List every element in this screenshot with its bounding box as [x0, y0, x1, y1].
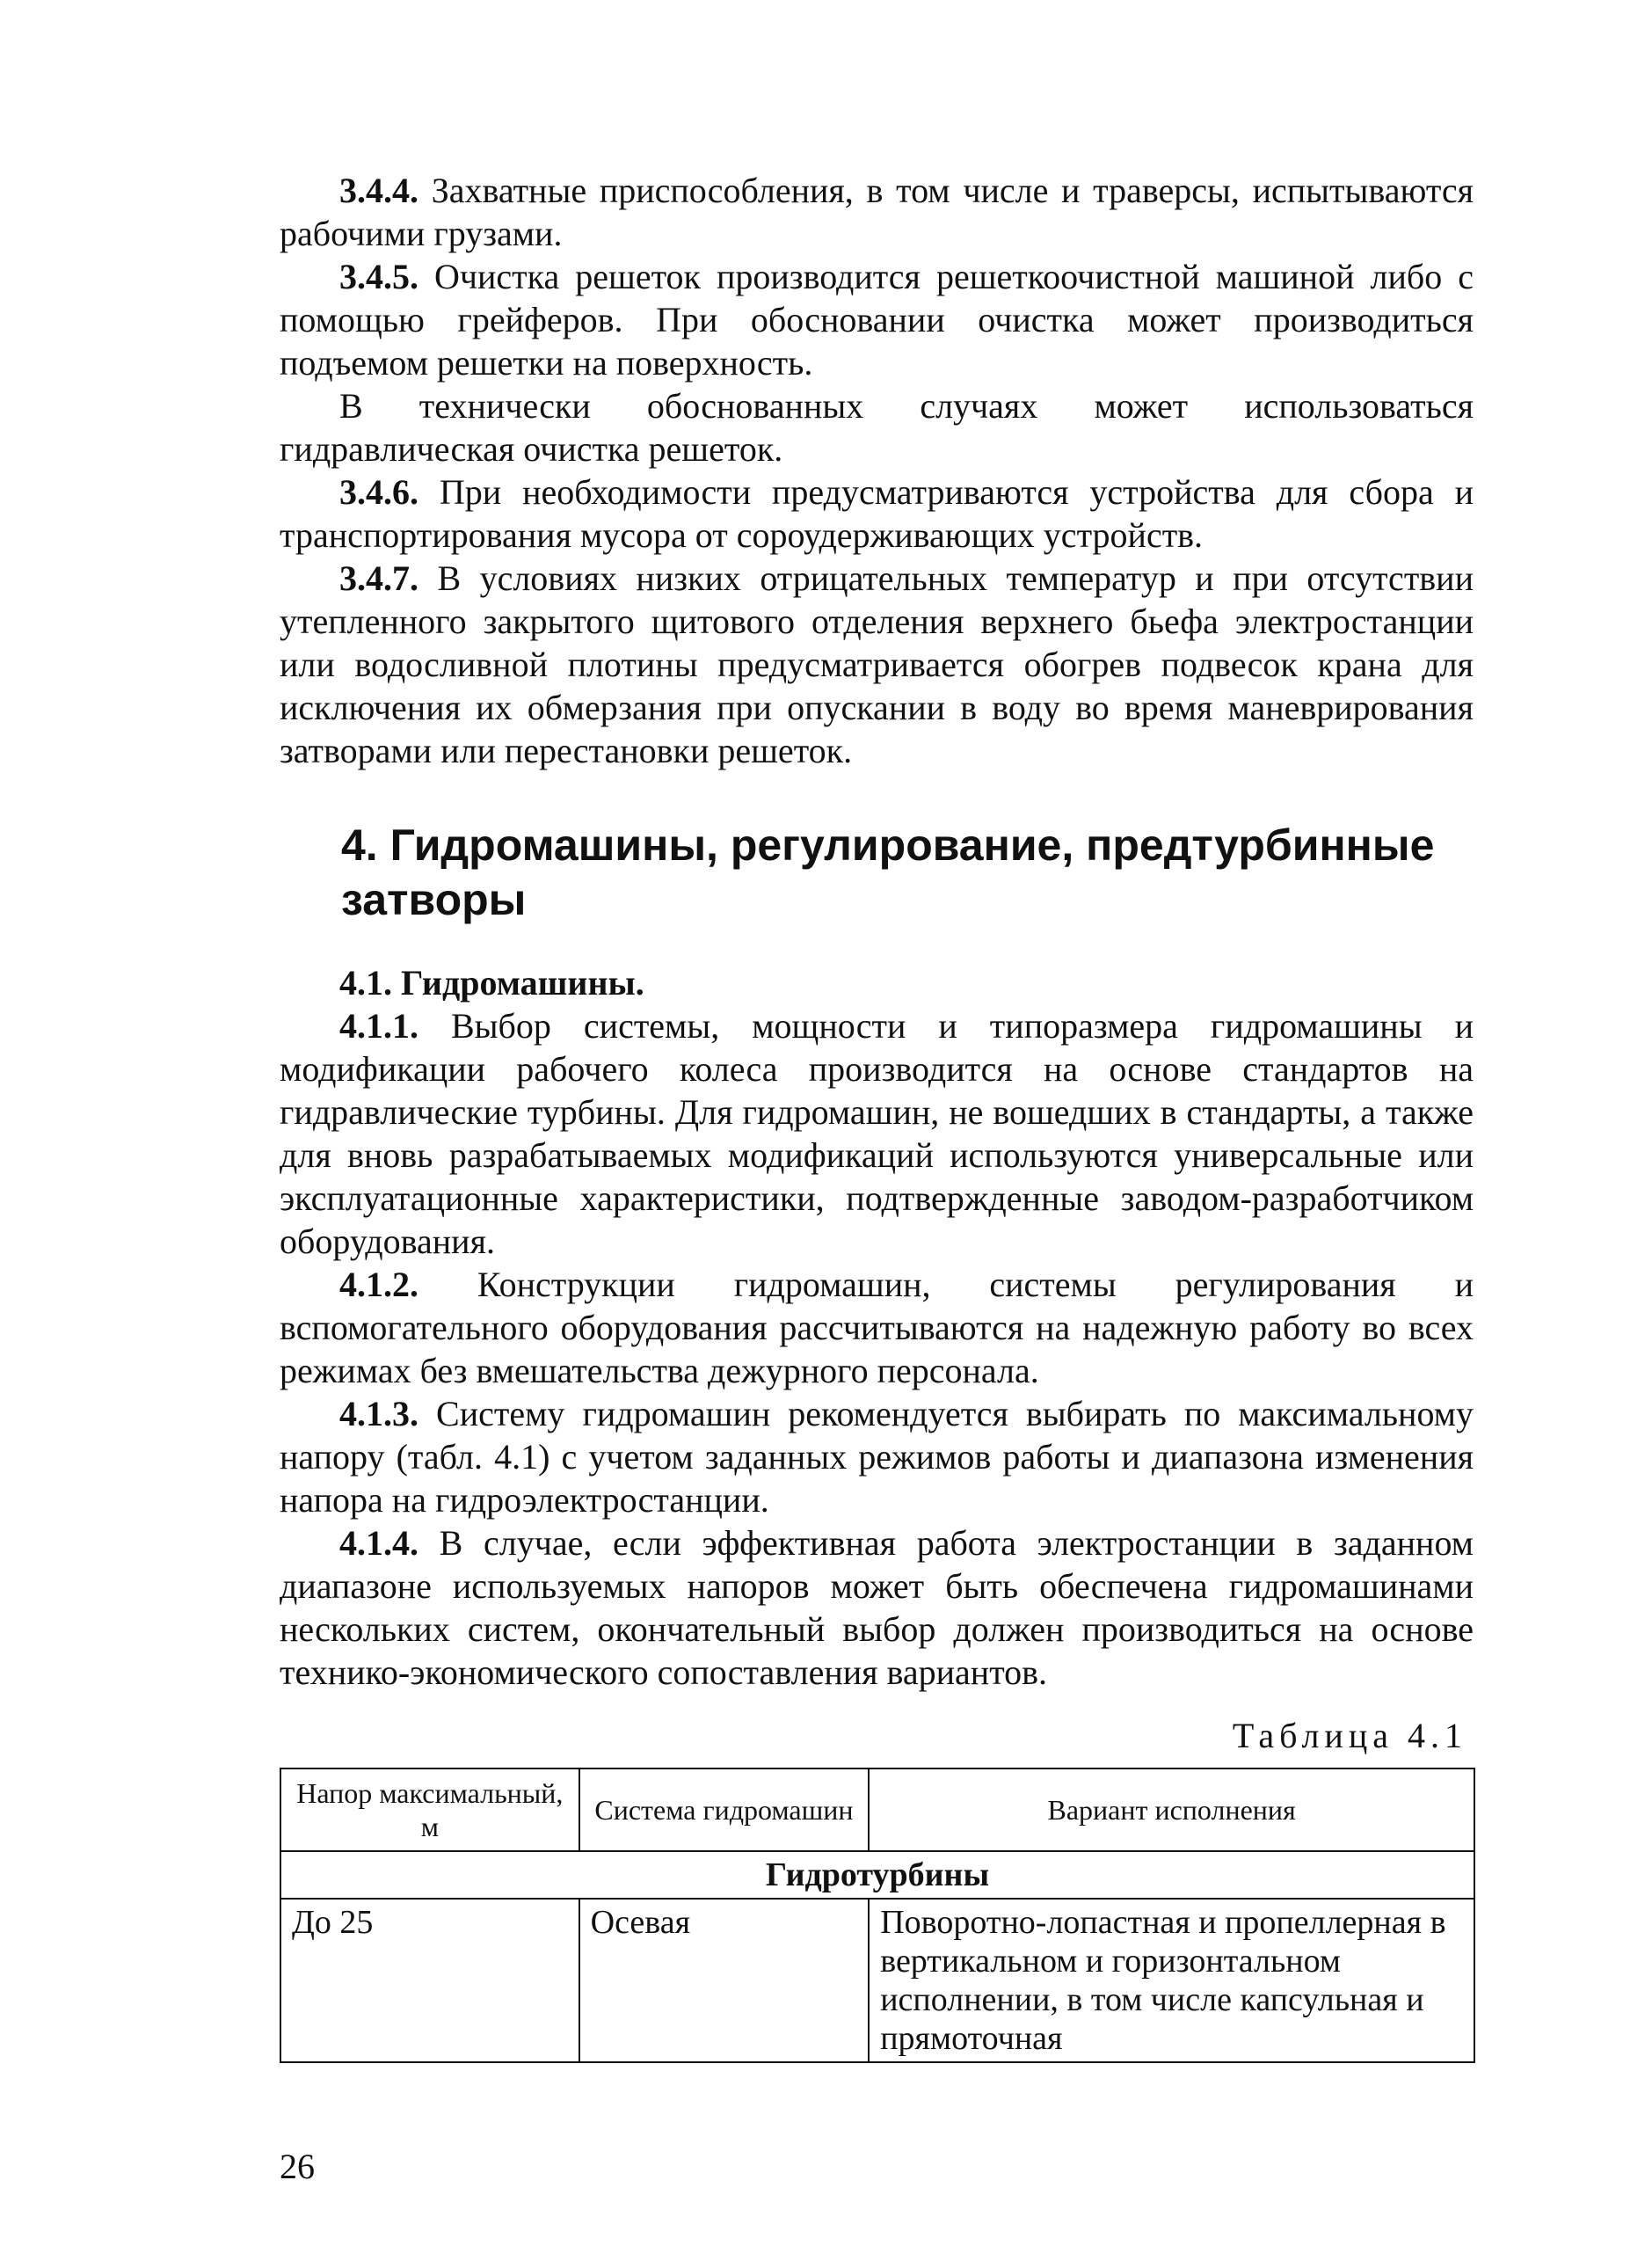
- column-header: Система гидромашин: [579, 1768, 870, 1851]
- table-cell: Осевая: [579, 1899, 870, 2062]
- clause-number: 3.4.5.: [339, 257, 418, 296]
- paragraph-3-4-7: [280, 557, 1474, 772]
- table-cell: Поворотно-лопастная и пропеллерная в вертикальном и горизонтальном исполнении, в том числе капсульная и прямоточная: [869, 1899, 1474, 2062]
- paragraph-3-4-6: [280, 470, 1474, 557]
- paragraph-4-1-2: [280, 1263, 1474, 1392]
- paragraph-3-4-5: [280, 255, 1474, 384]
- clause-number: 4.1.3.: [339, 1394, 418, 1433]
- clause-text: Выбор системы, мощности и типоразмера гидромашины и модификации рабочего колеса производится на основе стандартов на гидравлические турбины. Для гидромашин, не вошедших в стандарты, а также для вновь разрабатываемых модификаций используются универсальные или эксплуатационные характеристики, подтвержденные заводом-разработчиком оборудования.: [280, 1006, 1474, 1261]
- clause-text: Систему гидромашин рекомендуется выбирать по максимальному напору (табл. 4.1) с учетом заданных режимов работы и диапазона изменения напора на гидроэлектростанции.: [280, 1394, 1474, 1520]
- clause-text: В технически обоснованных случаях может использоваться гидравлическая очистка решеток.: [280, 386, 1474, 469]
- section-heading: 4. Гидромашины, регулирование, предтурбинные затворы: [341, 820, 1435, 924]
- clause-text: Захватные приспособления, в том числе и траверсы, испытываются рабочими грузами.: [280, 171, 1474, 253]
- clause-number: 3.4.4.: [339, 171, 418, 210]
- clause-number: 4.1.2.: [339, 1265, 418, 1304]
- paragraph-3-4-4: [280, 169, 1474, 255]
- table-row: [280, 1899, 1474, 2062]
- clause-number: 4.1.1.: [339, 1006, 418, 1046]
- subsection-heading: 4.1. Гидромашины.: [339, 963, 644, 1003]
- body-text-top: [280, 169, 1474, 772]
- clause-number: 3.4.6.: [339, 472, 418, 512]
- clause-text: Конструкции гидромашин, системы регулирования и вспомогательного оборудования рассчитываются на надежную работу во всех режимах без вмешательства дежурного персонала.: [280, 1265, 1474, 1390]
- clause-number: 4.1.4.: [339, 1523, 418, 1563]
- paragraph-4-1-1: [280, 1004, 1474, 1263]
- clause-text: Очистка решеток производится решеткоочистной машиной либо с помощью грейферов. При обосновании очистка может производиться подъемом решетки на поверхность.: [280, 257, 1474, 383]
- turbine-table: [280, 1768, 1475, 2063]
- clause-text: При необходимости предусматриваются устройства для сбора и транспортирования мусора от сороудерживающих устройств.: [280, 472, 1474, 555]
- column-header: Вариант исполнения: [869, 1768, 1474, 1851]
- column-header: Напор максимальный, м: [280, 1768, 579, 1851]
- paragraph-4-1-3: [280, 1392, 1474, 1521]
- table-header-row: [280, 1768, 1474, 1851]
- paragraph-4-1-4: [280, 1521, 1474, 1694]
- clause-number: 3.4.7.: [339, 558, 418, 598]
- table-cell: До 25: [280, 1899, 579, 2062]
- body-text-bottom: [280, 961, 1474, 1694]
- table-section-row: [280, 1851, 1474, 1899]
- clause-text: В условиях низких отрицательных температур и при отсутствии утепленного закрытого щитового отделения верхнего бьефа электростанции или водосливной плотины предусматривается обогрев подвесок крана для исключения их обмерзания при опускании в воду во время маневрирования затворами или перестановки решеток.: [280, 558, 1474, 770]
- page-number: 26: [280, 2147, 315, 2186]
- section-label: Гидротурбины: [280, 1851, 1474, 1899]
- paragraph-hydraulic-cleaning: [280, 384, 1474, 470]
- clause-text: В случае, если эффективная работа электростанции в заданном диапазоне используемых напоров может быть обеспечена гидромашинами нескольких систем, окончательный выбор должен производиться на основе технико-экономического сопоставления вариантов.: [280, 1523, 1474, 1692]
- table-caption: Таблица 4.1: [1232, 1716, 1467, 1755]
